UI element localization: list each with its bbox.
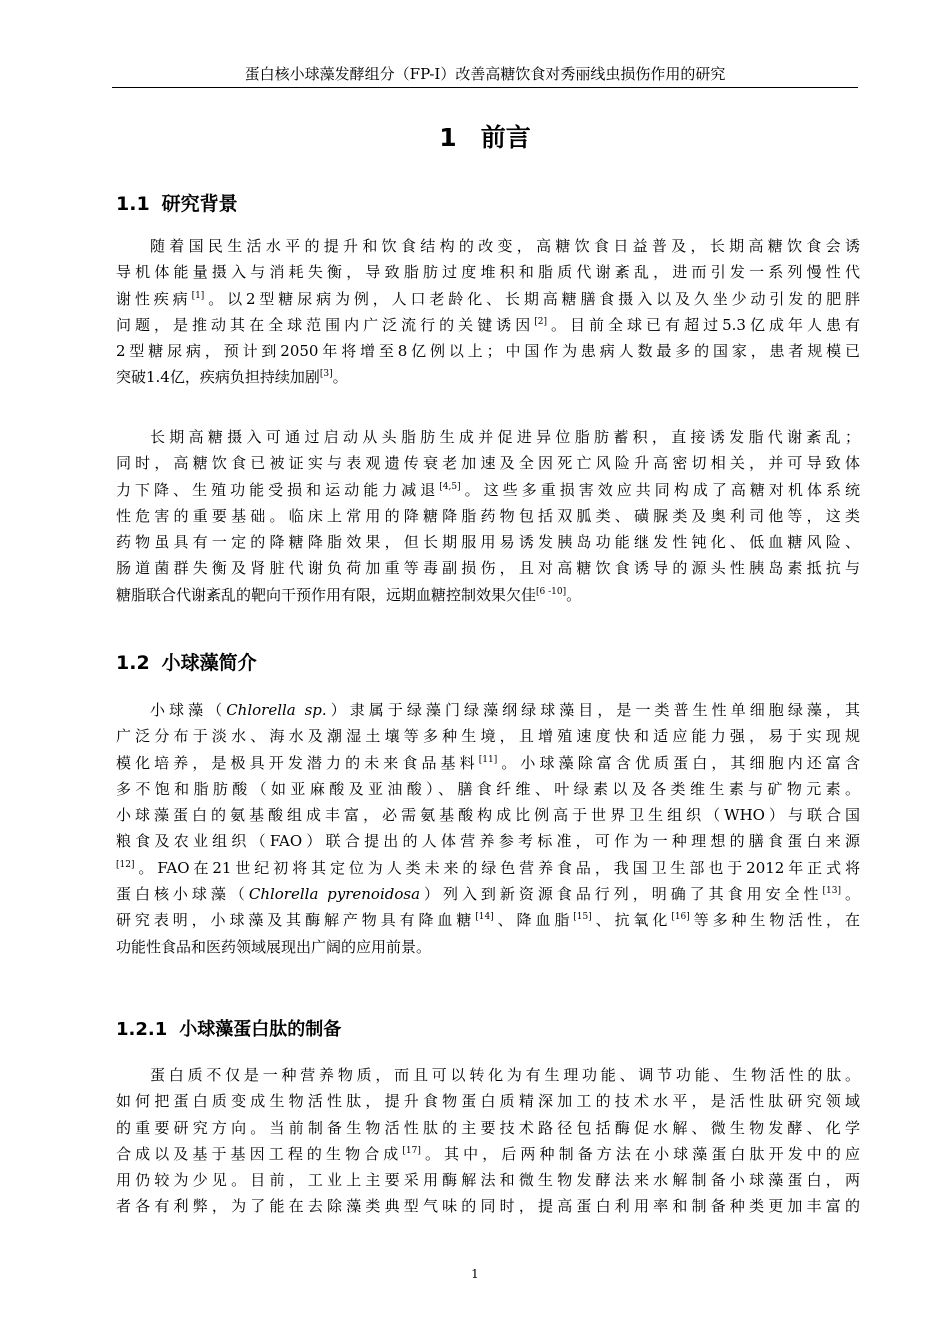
text-line: 导机体能量摄入与消耗失衡，导致脂肪过度堆积和脂质代谢紊乱，进而引发一系列慢性代 [116,263,860,282]
text-line: 多不饱和脂肪酸（如亚麻酸及亚油酸）、膳食纤维、叶绿素以及各类维生素与矿物元素。 [116,779,860,798]
section-number: 1.2 [116,652,150,674]
chapter-number: 1 [439,123,457,152]
species-name: Chlorella sp. [226,701,327,719]
species-name: Chlorella pyrenoidosa [248,885,421,904]
text-line: 长期高糖摄入可通过启动从头脂肪生成并促进异位脂肪蓄积，直接诱发脂代谢紊乱； [150,428,860,446]
citation: [13] [822,886,841,897]
text-line: 粮食及农业组织（FAO）联合提出的人体营养参考标准，可作为一种理想的膳食蛋白来源 [116,832,860,851]
citation: [2] [534,316,547,327]
section-heading-1-2-1 [116,1015,341,1045]
citation: [15] [573,912,592,923]
text-line: 蛋白质不仅是一种营养物质，而且可以转化为有生理功能、调节功能、生物活性的肽。 [150,1066,860,1084]
paragraph-1-2 [116,697,860,960]
text-line: 突破1.4亿，疾病负担持续加剧[3]。 [116,368,348,387]
paragraph-1-2-1 [116,1062,860,1220]
paragraph-1-1-a [116,233,860,391]
section-number: 1.2.1 [116,1019,168,1040]
text-line: 小球藻蛋白的氨基酸组成丰富，必需氨基酸构成比例高于世界卫生组织（WHO）与联合国 [116,806,860,825]
section-title: 研究背景 [161,193,238,215]
section-heading-1-2 [116,647,257,679]
page-number: 1 [471,1267,479,1281]
section-number: 1.1 [116,193,150,215]
text-line: 广泛分布于淡水、海水及潮湿土壤等多种生境，且增殖速度快和适应能力强，易于实现规 [116,727,860,746]
text-line: 合成以及基于基因工程的生物合成[17]。其中，后两种制备方法在小球藻蛋白肽开发中的应 [116,1144,860,1163]
text-line: [12]。FAO在21世纪初将其定位为人类未来的绿色营养食品，我国卫生部也于2012年正式将 [116,858,860,877]
text-line: 如何把蛋白质变成生物活性肽，提升食物蛋白质精深加工的技术水平，是活性肽研究领域 [116,1092,860,1111]
text-line: 随着国民生活水平的提升和饮食结构的改变，高糖饮食日益普及，长期高糖饮食会诱 [150,237,860,255]
section-title: 小球藻蛋白肽的制备 [179,1019,342,1040]
text-line: 2型糖尿病，预计到2050年将增至8亿例以上；中国作为患病人数最多的国家，患者规模已 [116,342,860,361]
text-line: 力下降、生殖功能受损和运动能力减退[4,5]。这些多重损害效应共同构成了高糖对机体系统 [116,480,860,499]
citation: [11] [478,754,498,765]
text-line: 糖脂联合代谢紊乱的靶向干预作用有限，远期血糖控制效果欠佳[6 -10]。 [116,585,582,604]
header-rule [112,87,858,88]
text-line: 肠道菌群失衡及肾脏代谢负荷加重等毒副损伤，且对高糖饮食诱导的源头性胰岛素抵抗与 [116,559,860,578]
citation: [12] [116,859,135,870]
running-header: 蛋白核小球藻发酵组分（FP-I）改善高糖饮食对秀丽线虫损伤作用的研究 [244,65,726,83]
chapter-title-text: 前言 [480,123,531,152]
citation: [3] [319,369,333,380]
text-line: 小球藻（Chlorella sp.）隶属于绿藻门绿藻纲绿球藻目，是一类普生性单细胞绿藻，其 [150,701,860,719]
chapter-title [112,118,858,158]
text-line: 问题，是推动其在全球范围内广泛流行的关键诱因[2]。目前全球已有超过5.3亿成年人患有 [116,315,860,334]
text-line: 性危害的重要基础。临床上常用的降糖降脂药物包括双胍类、磺脲类及奥利司他等，这类 [116,506,860,525]
text-line: 蛋白核小球藻（Chlorella pyrenoidosa）列入到新资源食品行列，明确了其食用安全性[13]。 [116,885,860,904]
citation: [4,5] [439,481,461,492]
citation: [6 -10] [536,586,567,597]
text-line: 研究表明，小球藻及其酶解产物具有降血糖[14]、降血脂[15]、抗氧化[16]等多种生物活性，在 [116,911,860,930]
section-title: 小球藻简介 [161,652,257,674]
text-line: 谢性疾病[1]。以2型糖尿病为例，人口老龄化、长期高糖膳食摄入以及久坐少动引发的肥胖 [116,289,860,308]
citation: [1] [191,290,205,301]
paragraph-1-1-b [116,424,860,608]
citation: [16] [671,912,690,923]
section-heading-1-1 [116,188,238,220]
citation: [17] [402,1145,421,1156]
text-line: 的重要研究方向。当前制备生物活性肽的主要技术路径包括酶促水解、微生物发酵、化学 [116,1118,860,1137]
text-line: 模化培养，是极具开发潜力的未来食品基料[11]。小球藻除富含优质蛋白，其细胞内还富含 [116,753,860,772]
text-line: 用仍较为少见。目前，工业上主要采用酶解法和微生物发酵法来水解制备小球藻蛋白，两 [116,1171,860,1190]
citation: [14] [475,912,494,923]
text-line: 同时，高糖饮食已被证实与表观遗传衰老加速及全因死亡风险升高密切相关，并可导致体 [116,454,860,473]
text-line: 者各有利弊，为了能在去除藻类典型气味的同时，提高蛋白利用率和制备种类更加丰富的 [116,1197,860,1216]
text-line: 药物虽具有一定的降糖降脂效果，但长期服用易诱发胰岛功能继发性钝化、低血糖风险、 [116,533,860,552]
text-line: 功能性食品和医药领域展现出广阔的应用前景。 [116,937,432,956]
